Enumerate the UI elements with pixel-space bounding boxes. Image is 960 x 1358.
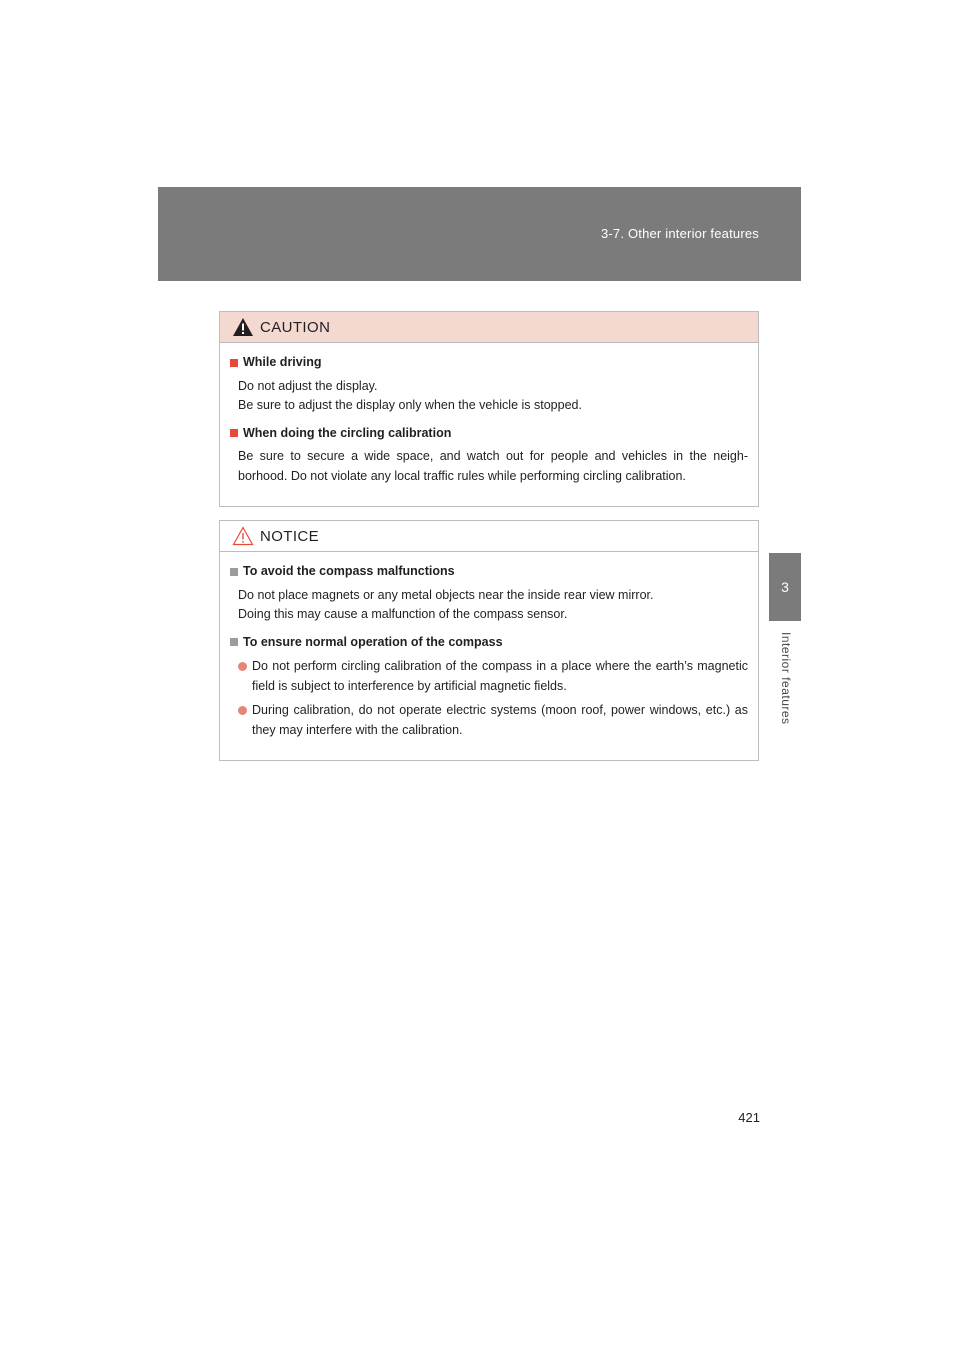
- notice-item-text: Do not place magnets or any metal objects near the inside rear view mirror. Doing this may cause a malfunction of the compass sensor.: [238, 587, 654, 621]
- chapter-label: Interior features: [779, 632, 793, 725]
- square-marker-icon: [230, 359, 238, 367]
- caution-title: CAUTION: [260, 318, 331, 336]
- bullet-dot-icon: [238, 706, 247, 715]
- section-title: 3-7. Other interior features: [600, 226, 759, 241]
- caution-item-title: While driving: [230, 353, 748, 373]
- notice-item-title: To ensure normal operation of the compass: [230, 633, 748, 653]
- notice-title: NOTICE: [260, 527, 320, 545]
- chapter-tab: [769, 553, 801, 621]
- caution-box: [219, 311, 759, 507]
- square-marker-icon: [230, 638, 238, 646]
- warning-triangle-icon: [232, 317, 254, 337]
- caution-header: [220, 312, 758, 343]
- notice-box: [219, 520, 759, 761]
- caution-item-text: Be sure to secure a wide space, and watch out for people and vehicles in the neigh- borhood. Do not violate any local traffic rules while performing circling calibration.: [238, 449, 748, 483]
- square-marker-icon: [230, 568, 238, 576]
- notice-bullet: Do not perform circling calibration of the compass in a place where the earth’s magnetic field is subject to interference by artificial magnetic fields.: [230, 657, 748, 696]
- page-number: 421: [738, 1110, 760, 1125]
- chapter-number: 3: [781, 579, 789, 595]
- bullet-dot-icon: [238, 662, 247, 671]
- notice-bullet: During calibration, do not operate electric systems (moon roof, power windows, etc.) as they may interfere with the calibration.: [230, 701, 748, 740]
- notice-item-title: To avoid the compass malfunctions: [230, 562, 748, 582]
- notice-header: [220, 521, 758, 552]
- header-band: [158, 187, 801, 281]
- caution-item-text: Do not adjust the display. Be sure to adjust the display only when the vehicle is stopped.: [238, 378, 582, 412]
- square-marker-icon: [230, 429, 238, 437]
- warning-triangle-outline-icon: [232, 526, 254, 546]
- caution-item-title: When doing the circling calibration: [230, 424, 748, 444]
